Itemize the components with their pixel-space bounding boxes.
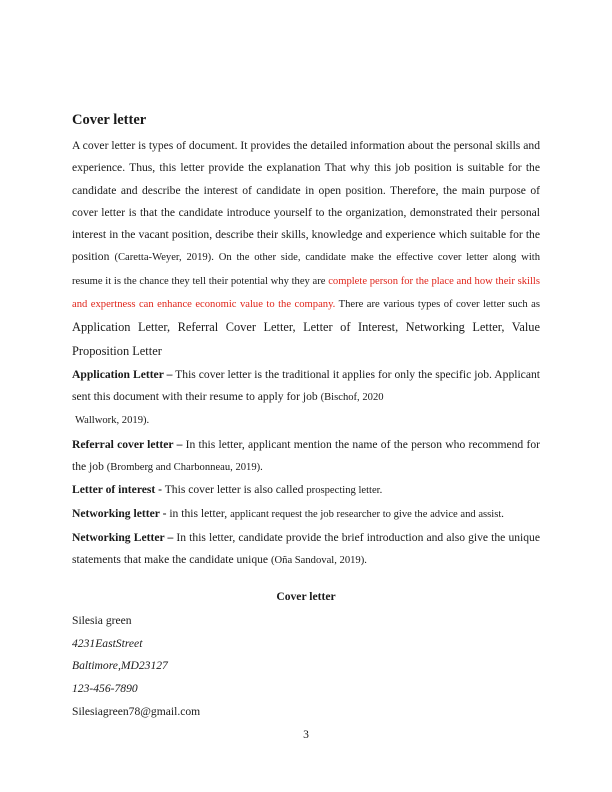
item-label: Networking letter - xyxy=(72,506,167,520)
item-text-small: applicant request the job researcher to give the advice and assist. xyxy=(230,508,504,520)
item-label: Networking Letter – xyxy=(72,531,174,545)
intro-text-1: A cover letter is types of document. It provides the detailed information about the personal skills and experience. Thus, this letter provide the explanation That why this job position is suitable for the candidate and describe the interest of candidate in open position. Therefore, the main purpose of cover letter is that the candidate introduce yourself to the organization, demonstrated their personal interest in the vacant position, describe their skills, knowledge and experience which suitable for the position xyxy=(72,139,540,264)
item-networking-letter-1 xyxy=(72,503,540,526)
intro-paragraph xyxy=(72,135,540,363)
contact-block xyxy=(72,610,372,723)
citation: (Oña Sandoval, 2019). xyxy=(270,555,367,567)
item-text-small: prospecting letter. xyxy=(306,485,383,497)
contact-email: Silesiagreen78@gmail.com xyxy=(72,704,201,718)
citation-continued: Wallwork, 2019). xyxy=(75,414,150,426)
item-text: In this letter, candidate provide the brief introduction and also give the unique statements that make the candidate unique xyxy=(72,531,540,567)
item-networking-letter-2 xyxy=(72,527,540,573)
document-body xyxy=(72,112,540,573)
page-number: 3 xyxy=(303,728,309,741)
intro-text-4: There are various types of cover letter such as xyxy=(335,299,540,311)
citation: (Bischof, 2020 xyxy=(320,392,384,404)
item-referral-letter xyxy=(72,434,540,480)
intro-text-5: Application Letter, Referral Cover Letter, Letter of Interest, Networking Letter, Value Proposition Letter xyxy=(72,320,540,358)
contact-street: 4231EastStreet xyxy=(72,636,143,650)
item-application-letter xyxy=(72,364,540,432)
cover-letter-title: Cover letter xyxy=(276,590,336,603)
intro-text-3: tell their potential why they are xyxy=(192,275,329,287)
intro-text-2: On the other side, candidate make the effective cover letter along with resume it is the chance they xyxy=(72,252,541,287)
item-letter-of-interest xyxy=(72,479,540,502)
citation: (Bromberg and Charbonneau, 2019). xyxy=(106,462,263,474)
item-label: Referral cover letter – xyxy=(72,437,183,451)
highlighted-text: complete person for the place and how their skills and expertness can enhance economic value to the company. xyxy=(72,275,540,311)
item-label: Application Letter – xyxy=(72,367,173,381)
item-text: This cover letter is the traditional it applies for only the specific job. Applicant sent this document with their resume to apply for job xyxy=(72,367,540,404)
item-text: In this letter, applicant mention the name of the person who recommend for the job xyxy=(72,437,540,474)
citation: (Caretta-Weyer, 2019). xyxy=(114,252,214,264)
contact-city: Baltimore,MD23127 xyxy=(72,659,168,673)
contact-name: Silesia green xyxy=(72,614,132,627)
item-text: This cover letter is also called xyxy=(162,483,307,497)
section-heading: Cover letter xyxy=(72,112,147,128)
item-text: in this letter, xyxy=(166,506,231,520)
item-label: Letter of interest - xyxy=(72,483,163,497)
contact-phone: 123-456-7890 xyxy=(72,682,138,696)
